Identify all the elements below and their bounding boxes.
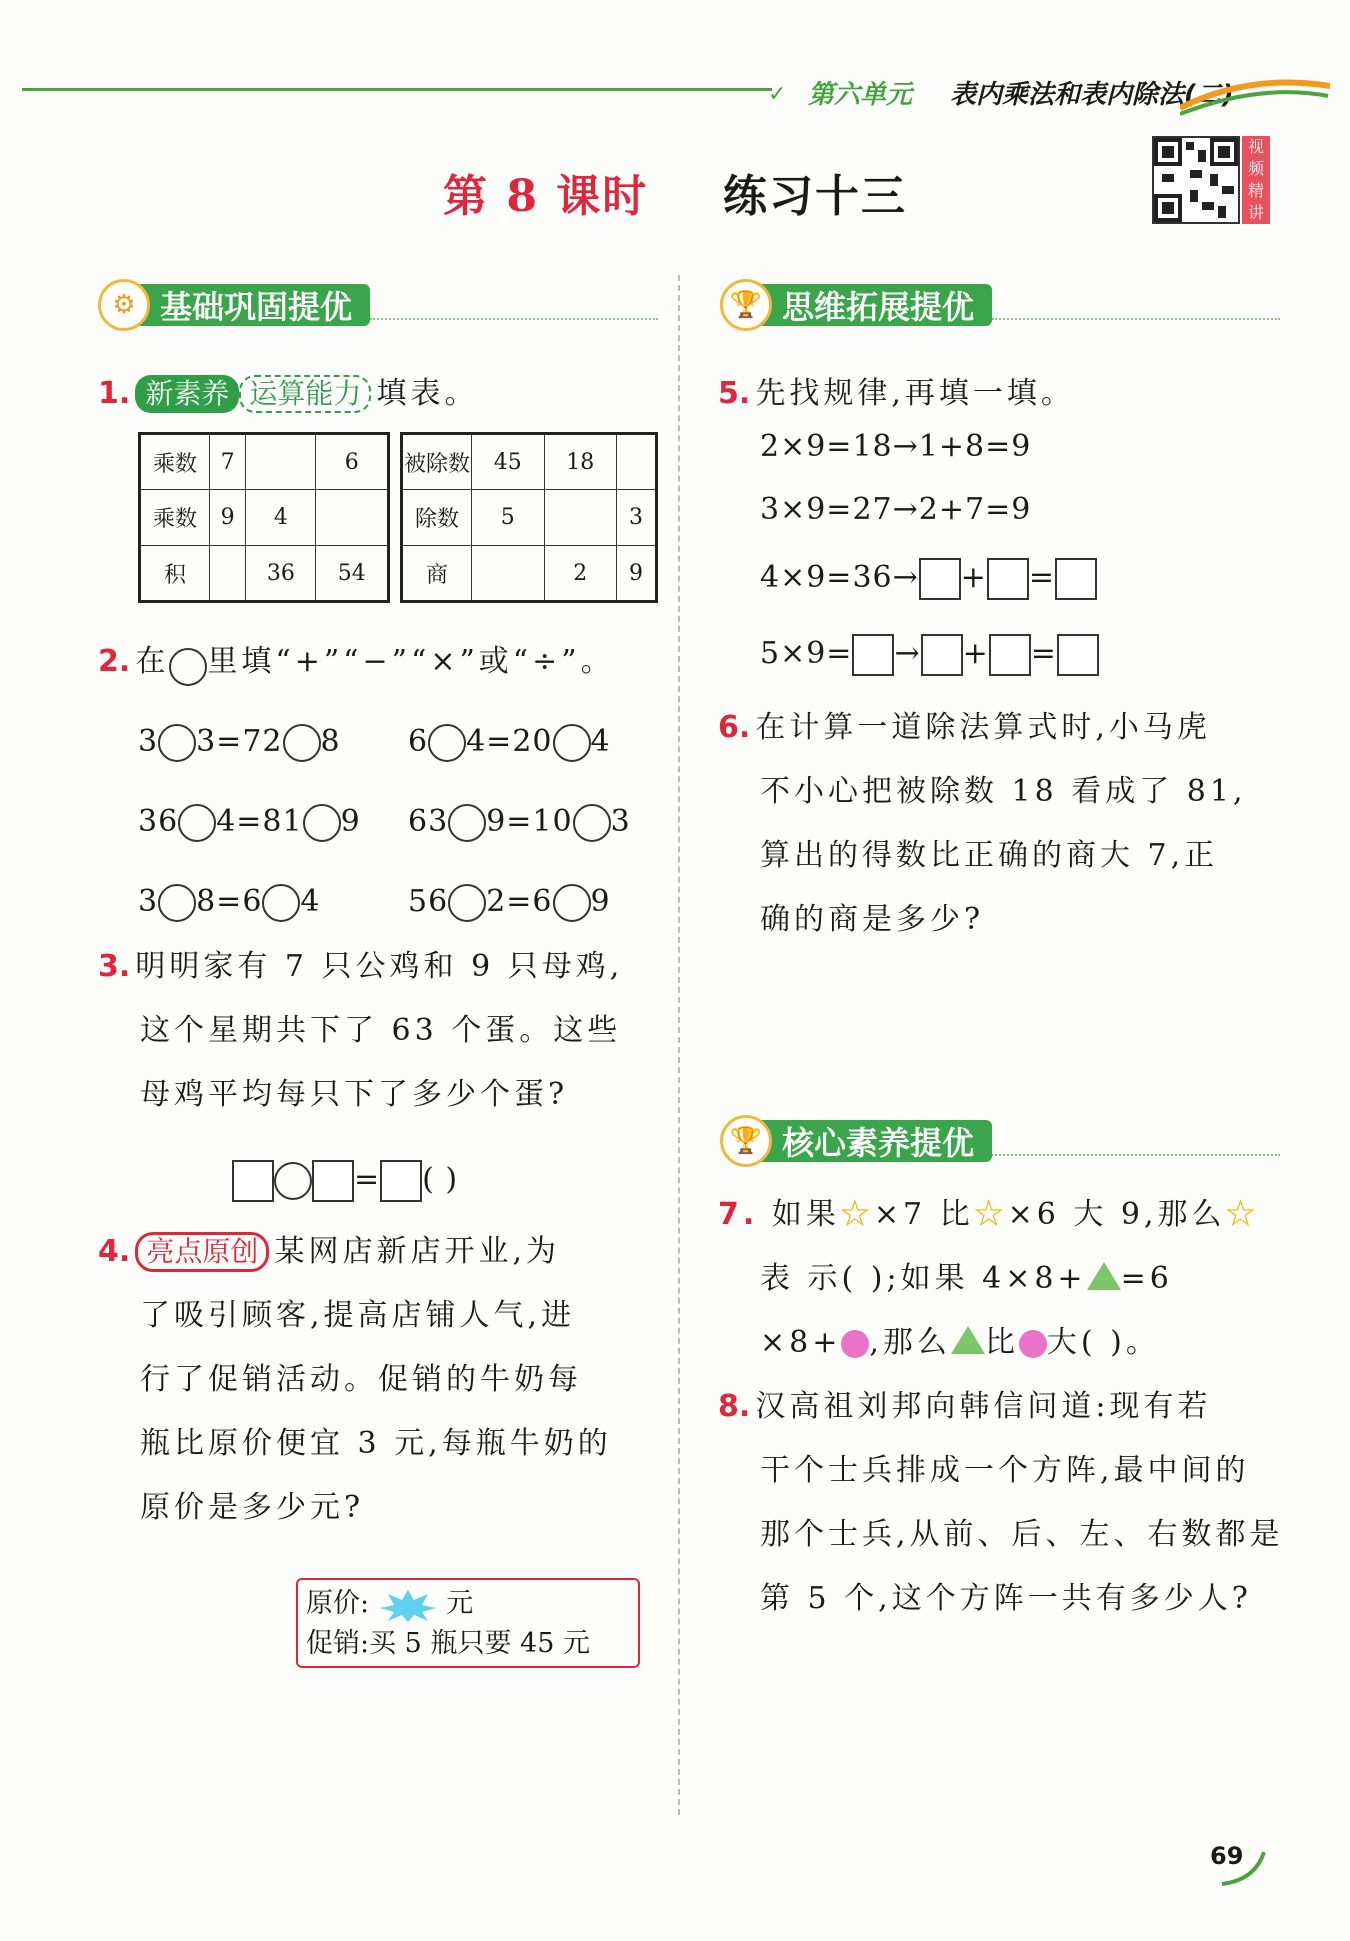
operator-circle[interactable] [274, 1162, 312, 1200]
question-text: 干个士兵排成一个方阵,最中间的 [760, 1453, 1250, 1488]
equation-row [138, 702, 678, 782]
circle-icon [841, 1330, 869, 1358]
promo-unit: 元 [446, 1588, 474, 1619]
table-cell[interactable] [617, 434, 657, 490]
question-text: 行了促销活动。促销的牛奶每 [140, 1362, 582, 1397]
page-swoosh [1220, 1850, 1270, 1890]
row-header: 商 [402, 546, 472, 602]
qr-code-icon[interactable] [1152, 136, 1240, 224]
operator-circle[interactable] [303, 804, 341, 842]
equation-text: 4×9=36→ [760, 560, 919, 595]
equation-row [138, 862, 678, 942]
equation-part: 9=10 [486, 804, 573, 839]
answer-box[interactable] [989, 634, 1031, 676]
answer-box[interactable] [921, 634, 963, 676]
qr-label: 视频精讲 [1242, 136, 1270, 224]
lesson-title: 练习十三 [722, 171, 907, 222]
question-text: 明明家有 7 只公鸡和 9 只母鸡, [135, 949, 624, 984]
question-text: 不小心把被除数 18 看成了 81, [760, 774, 1247, 809]
lesson-number: 第 8 课时 [443, 171, 649, 222]
tag-original: 亮点原创 [135, 1232, 269, 1272]
question-text: ,那么 [869, 1325, 951, 1360]
table-cell[interactable] [246, 434, 316, 490]
operator-circle[interactable] [158, 724, 196, 762]
question-4 [98, 1220, 658, 1540]
equation-part: 2=6 [486, 884, 553, 919]
question-number: 7. [718, 1197, 759, 1232]
row-header: 除数 [402, 490, 472, 546]
operator-equations [138, 702, 678, 942]
multiplication-table [138, 432, 390, 603]
equation-part: 3 [610, 804, 631, 839]
gear-icon: ⚙ [98, 279, 150, 331]
equals-sign: = [354, 1162, 381, 1197]
table-cell: 7 [210, 434, 246, 490]
equation-part: 4=81 [216, 804, 303, 839]
question-number: 2. [98, 644, 131, 679]
equals-sign: = [1030, 636, 1057, 671]
question-text: 这个星期共下了 63 个蛋。这些 [140, 1013, 622, 1048]
operator-circle[interactable] [169, 648, 207, 686]
equation [408, 870, 678, 934]
trophy-icon: 🏆 [720, 279, 772, 331]
pattern-line-2: 3×9=27→2+7=9 [760, 492, 1032, 527]
question-2 [98, 630, 678, 694]
pattern-line-3 [760, 546, 1097, 610]
table-cell: 54 [316, 546, 389, 602]
unit-blank[interactable]: ( ) [422, 1162, 459, 1197]
star-icon: ☆ [973, 1197, 1008, 1232]
table-cell[interactable] [472, 546, 545, 602]
equation-text: 5×9= [760, 636, 853, 671]
table-cell: 6 [316, 434, 389, 490]
question-text: 先找规律,再填一填。 [755, 376, 1075, 411]
question-text: 如果 [771, 1197, 840, 1232]
question-text: 了吸引顾客,提高店铺人气,进 [140, 1298, 576, 1333]
equation-part: 8=6 [196, 884, 263, 919]
section-basic [98, 282, 658, 328]
page-title [0, 160, 1350, 224]
question-text: 比 [984, 1325, 1019, 1360]
question-number: 5. [718, 376, 751, 411]
equation [408, 710, 678, 774]
question-text: 瓶比原价便宜 3 元,每瓶牛奶的 [140, 1426, 612, 1461]
star-icon: ☆ [1225, 1197, 1260, 1232]
row-header: 乘数 [140, 434, 210, 490]
question-text: 第 5 个,这个方阵一共有多少人? [760, 1581, 1252, 1616]
equation-part: 4=20 [466, 724, 553, 759]
equation-part: 3 [138, 884, 159, 919]
pattern-line-1: 2×9=18→1+8=9 [760, 429, 1032, 464]
equation-part: 8 [320, 724, 341, 759]
question-text: ×6 大 9,那么 [1007, 1197, 1226, 1232]
operator-circle[interactable] [428, 724, 466, 762]
question-number: 3. [98, 949, 131, 984]
promo-text: 促销:买 5 瓶只要 45 元 [306, 1628, 590, 1659]
question-text: 填表。 [376, 376, 479, 411]
triangle-icon [951, 1326, 985, 1354]
operator-circle[interactable] [553, 724, 591, 762]
question-text: 表 示( );如果 4×8+ [760, 1261, 1087, 1296]
pattern-line-4 [760, 622, 1099, 686]
operator-circle[interactable] [448, 884, 486, 922]
equation-part: 63 [408, 804, 449, 839]
answer-box[interactable] [1055, 558, 1097, 600]
equation-part: 4 [590, 724, 611, 759]
answer-box[interactable] [232, 1160, 274, 1202]
question-text: 原价是多少元? [140, 1490, 365, 1525]
arrow: → [894, 636, 921, 671]
table-cell: 3 [617, 490, 657, 546]
table-cell: 9 [210, 490, 246, 546]
row-header: 积 [140, 546, 210, 602]
table-cell[interactable] [544, 490, 617, 546]
question-text: =6 [1120, 1261, 1173, 1296]
operator-circle[interactable] [573, 804, 611, 842]
question-text: 某网店新店开业,为 [274, 1234, 561, 1269]
star-icon: ☆ [839, 1197, 874, 1232]
section-label: 核心素养提优 [758, 1120, 992, 1162]
operator-circle[interactable] [448, 804, 486, 842]
table-cell: 18 [544, 434, 617, 490]
question-text: 大( )。 [1046, 1325, 1160, 1360]
equation-part: 9 [340, 804, 361, 839]
answer-equation [232, 1148, 458, 1212]
question-number: 8. [718, 1389, 751, 1424]
question-7 [718, 1183, 1298, 1375]
table-cell[interactable] [316, 490, 389, 546]
promotion-box [296, 1578, 640, 1668]
question-text: 那个士兵,从前、后、左、右数都是 [760, 1517, 1284, 1552]
equation-part: 9 [590, 884, 611, 919]
column-divider [678, 275, 680, 1815]
equation-part: 56 [408, 884, 449, 919]
plus-sign: + [962, 636, 989, 671]
answer-box[interactable] [852, 634, 894, 676]
operator-circle[interactable] [158, 884, 196, 922]
answer-box[interactable] [987, 558, 1029, 600]
tag-skill: 运算能力 [239, 375, 371, 413]
question-number: 1. [98, 376, 131, 411]
row-header: 乘数 [140, 490, 210, 546]
question-6 [718, 696, 1288, 952]
question-text: 在计算一道除法算式时,小马虎 [755, 710, 1211, 745]
table-cell: 4 [246, 490, 316, 546]
promo-label: 原价: [306, 1588, 370, 1619]
table-cell: 36 [246, 546, 316, 602]
equation-part: 4 [300, 884, 321, 919]
burst-icon [378, 1588, 438, 1622]
division-table [400, 432, 658, 603]
operator-circle[interactable] [283, 724, 321, 762]
operator-circle[interactable] [262, 884, 300, 922]
trophy-icon: 🏆 [720, 1115, 772, 1167]
table-cell[interactable] [210, 546, 246, 602]
plus-sign: + [960, 560, 987, 595]
table-cell: 2 [544, 546, 617, 602]
question-text: 母鸡平均每只下了多少个蛋? [140, 1077, 569, 1112]
circle-icon [1019, 1330, 1047, 1358]
question-text: ×7 比 [873, 1197, 974, 1232]
question-text: 确的商是多少? [760, 902, 985, 937]
swoosh-decoration [1180, 78, 1330, 118]
table-cell: 9 [617, 546, 657, 602]
equals-sign: = [1028, 560, 1056, 595]
equation-part: 3=72 [196, 724, 283, 759]
section-label: 思维拓展提优 [758, 284, 992, 326]
question-text: 在 [135, 644, 170, 679]
table-cell: 45 [472, 434, 545, 490]
section-core [720, 1118, 1280, 1164]
equation-part: 3 [138, 724, 159, 759]
question-text: 汉高祖刘邦向韩信问道:现有若 [755, 1389, 1212, 1424]
unit-title: 表内乘法和表内除法(二) [950, 80, 1234, 110]
unit-label: 第六单元 [808, 80, 913, 110]
operator-circle[interactable] [553, 884, 591, 922]
question-1 [98, 362, 658, 426]
question-text: 算出的得数比正确的商大 7,正 [760, 838, 1219, 873]
question-text: 里填“+”“−”“×”或“÷”。 [207, 644, 615, 679]
equation [138, 710, 408, 774]
tag-new-literacy: 新素养 [135, 375, 239, 413]
operator-circle[interactable] [178, 804, 216, 842]
answer-box[interactable] [380, 1160, 422, 1202]
section-label: 基础巩固提优 [136, 284, 370, 326]
question-text: ×8+ [760, 1325, 842, 1360]
header-rule [22, 88, 772, 91]
table-cell: 5 [472, 490, 545, 546]
equation-part: 36 [138, 804, 179, 839]
answer-box[interactable] [1057, 634, 1099, 676]
equation [138, 870, 408, 934]
page-number: 69 [1210, 1842, 1244, 1870]
section-thinking [720, 282, 1280, 328]
equation-row [138, 782, 678, 862]
equation [408, 790, 678, 854]
answer-box[interactable] [312, 1160, 354, 1202]
triangle-icon [1087, 1262, 1121, 1290]
question-8 [718, 1375, 1298, 1631]
row-header: 被除数 [402, 434, 472, 490]
equation [138, 790, 408, 854]
answer-box[interactable] [919, 558, 961, 600]
question-number: 6. [718, 710, 751, 745]
question-number: 4. [98, 1234, 131, 1269]
equation-part: 6 [408, 724, 429, 759]
check-icon: ✓ [768, 82, 787, 107]
question-3 [98, 935, 658, 1127]
